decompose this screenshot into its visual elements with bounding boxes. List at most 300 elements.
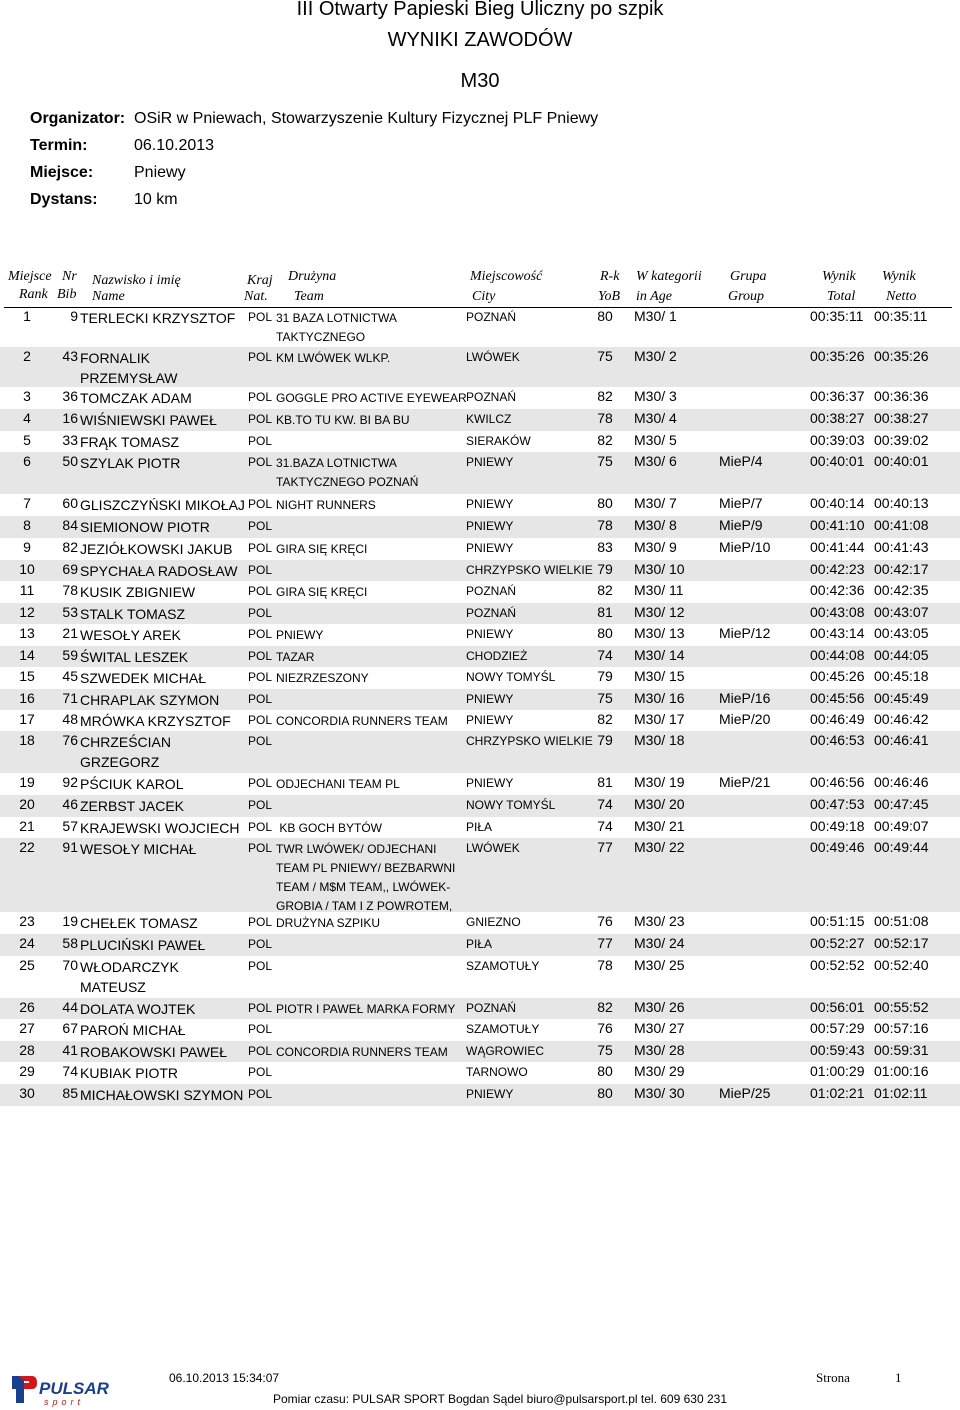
city-cell: LWÓWEK	[466, 350, 520, 364]
table-row	[0, 603, 960, 624]
rank-cell: 11	[19, 582, 35, 598]
netto-time-cell: 00:41:43	[874, 539, 929, 555]
yob-cell: 80	[597, 1085, 613, 1101]
table-header	[0, 268, 960, 308]
nat-cell: POL	[248, 713, 273, 727]
nat-cell: POL	[248, 692, 273, 706]
team-cell: DRUŻYNA SZPIKU	[276, 916, 381, 930]
netto-time-cell: 00:44:05	[874, 647, 929, 663]
meta-value: Pniewy	[134, 164, 186, 181]
header-nat: Kraj	[247, 273, 273, 288]
table-row	[0, 1062, 960, 1084]
team-cell: KB.TO TU KW. BI BA BU	[276, 413, 410, 427]
team-cell: CONCORDIA RUNNERS TEAM	[276, 714, 448, 728]
header-name-en: Name	[92, 289, 125, 304]
bib-cell: 69	[62, 561, 78, 577]
age-category-cell: M30/ 16	[634, 690, 685, 706]
total-time-cell: 00:35:26	[810, 348, 865, 364]
bib-cell: 74	[62, 1063, 78, 1079]
yob-cell: 79	[597, 732, 613, 748]
nat-cell: POL	[248, 584, 273, 598]
total-time-cell: 00:52:52	[810, 957, 865, 973]
nat-cell: POL	[248, 627, 273, 641]
netto-time-cell: 00:52:40	[874, 957, 929, 973]
bib-cell: 16	[62, 410, 78, 426]
city-cell: CHODZIEŻ	[466, 649, 528, 663]
total-time-cell: 00:45:26	[810, 668, 865, 684]
yob-cell: 77	[597, 935, 613, 951]
name-cell: PLUCIŃSKI PAWEŁ	[80, 937, 206, 953]
yob-cell: 75	[597, 348, 613, 364]
header-team: Drużyna	[288, 269, 337, 284]
rank-cell: 21	[19, 818, 35, 834]
yob-cell: 78	[597, 517, 613, 533]
age-category-cell: M30/ 26	[634, 999, 685, 1015]
nat-cell: POL	[248, 841, 273, 855]
group-cell: MieP/20	[719, 711, 771, 727]
netto-time-cell: 00:49:07	[874, 818, 929, 834]
team-cell: NIEZRZESZONY	[276, 671, 369, 685]
city-cell: SZAMOTUŁY	[466, 959, 540, 973]
age-category-cell: M30/ 19	[634, 774, 685, 790]
netto-time-cell: 00:42:35	[874, 582, 929, 598]
table-row	[0, 1084, 960, 1106]
name-cell: CHRZEŚCIAN GRZEGORZ	[80, 734, 172, 770]
rank-cell: 6	[23, 453, 31, 469]
netto-time-cell: 00:51:08	[874, 913, 929, 929]
total-time-cell: 00:45:56	[810, 690, 865, 706]
age-category-cell: M30/ 3	[634, 388, 677, 404]
header-rank: Miejsce	[8, 269, 52, 284]
name-cell: KUSIK ZBIGNIEW	[80, 584, 196, 600]
nat-cell: POL	[248, 798, 273, 812]
table-row	[0, 998, 960, 1019]
header-group: Grupa	[730, 269, 767, 284]
yob-cell: 81	[597, 774, 613, 790]
bib-cell: 67	[62, 1020, 78, 1036]
rank-cell: 1	[23, 308, 31, 324]
bib-cell: 70	[62, 957, 78, 973]
city-cell: NOWY TOMYŚL	[466, 798, 556, 812]
table-row	[0, 667, 960, 689]
bib-cell: 53	[62, 604, 78, 620]
bib-cell: 71	[62, 690, 78, 706]
header-nat-en: Nat.	[244, 289, 268, 304]
table-row	[0, 1041, 960, 1062]
yob-cell: 81	[597, 604, 613, 620]
table-row	[0, 516, 960, 538]
nat-cell: POL	[248, 776, 273, 790]
footer-timestamp: 06.10.2013 15:34:07	[169, 1371, 280, 1385]
netto-time-cell: 01:02:11	[874, 1085, 928, 1101]
bib-cell: 76	[62, 732, 78, 748]
rank-cell: 25	[19, 957, 35, 973]
header-bib: Nr	[62, 269, 77, 284]
rank-cell: 8	[23, 517, 31, 533]
age-category-cell: M30/ 11	[634, 582, 684, 598]
nat-cell: POL	[248, 937, 273, 951]
team-cell: TWR LWÓWEK/ ODJECHANI TEAM PL PNIEWY/ BEZBARWNI TEAM / M$M TEAM,, LWÓWEK- GROBIA / TAM I Z POWROTEM,	[276, 842, 456, 913]
rank-cell: 24	[19, 935, 35, 951]
rank-cell: 5	[23, 432, 31, 448]
team-cell: KB GOCH BYTÓW	[276, 821, 383, 835]
yob-cell: 82	[597, 582, 613, 598]
name-cell: PŚCIUK KAROL	[80, 776, 184, 792]
meta-label: Organizator:	[30, 110, 126, 127]
team-cell: TAZAR	[276, 650, 315, 664]
name-cell: TOMCZAK ADAM	[80, 390, 192, 406]
nat-cell: POL	[248, 310, 273, 324]
total-time-cell: 00:41:10	[810, 517, 865, 533]
total-time-cell: 00:46:53	[810, 732, 865, 748]
age-category-cell: M30/ 13	[634, 625, 685, 641]
age-category-cell: M30/ 14	[634, 647, 685, 663]
yob-cell: 83	[597, 539, 613, 555]
city-cell: PIŁA	[466, 820, 493, 834]
total-time-cell: 00:47:53	[810, 796, 865, 812]
yob-cell: 76	[597, 913, 613, 929]
name-cell: WŁODARCZYK MATEUSZ	[80, 959, 179, 995]
age-category-cell: M30/ 29	[634, 1063, 685, 1079]
group-cell: MieP/10	[719, 539, 771, 555]
netto-time-cell: 00:46:41	[874, 732, 929, 748]
city-cell: LWÓWEK	[466, 841, 520, 855]
table-row	[0, 710, 960, 731]
yob-cell: 80	[597, 625, 613, 641]
yob-cell: 79	[597, 561, 613, 577]
rank-cell: 3	[23, 388, 31, 404]
table-row	[0, 731, 960, 773]
nat-cell: POL	[248, 1087, 273, 1101]
yob-cell: 82	[597, 388, 613, 404]
netto-time-cell: 00:57:16	[874, 1020, 929, 1036]
city-cell: PIŁA	[466, 937, 493, 951]
meta-value: 10 km	[134, 191, 178, 208]
name-cell: ROBAKOWSKI PAWEŁ	[80, 1044, 228, 1060]
age-category-cell: M30/ 21	[634, 818, 685, 834]
age-category-cell: M30/ 2	[634, 348, 677, 364]
netto-time-cell: 00:40:01	[874, 453, 929, 469]
city-cell: GNIEZNO	[466, 915, 521, 929]
nat-cell: POL	[248, 734, 273, 748]
nat-cell: POL	[248, 519, 273, 533]
header-total: Wynik	[822, 269, 856, 284]
total-time-cell: 00:42:36	[810, 582, 865, 598]
netto-time-cell: 00:40:13	[874, 495, 929, 511]
nat-cell: POL	[248, 915, 273, 929]
table-row	[0, 624, 960, 646]
header-total-en: Total	[827, 289, 856, 304]
rank-cell: 23	[19, 913, 35, 929]
city-cell: PNIEWY	[466, 1087, 514, 1101]
bib-cell: 43	[62, 348, 78, 364]
team-cell: CONCORDIA RUNNERS TEAM	[276, 1045, 448, 1059]
age-category-cell: M30/ 24	[634, 935, 685, 951]
yob-cell: 75	[597, 1042, 613, 1058]
age-category-cell: M30/ 25	[634, 957, 685, 973]
yob-cell: 74	[597, 647, 613, 663]
rank-cell: 30	[19, 1085, 35, 1101]
netto-time-cell: 00:52:17	[874, 935, 929, 951]
table-row	[0, 934, 960, 956]
name-cell: MRÓWKA KRZYSZTOF	[80, 713, 231, 729]
name-cell: CHRAPLAK SZYMON	[80, 692, 220, 708]
header-group-en: Group	[728, 289, 765, 304]
name-cell: FORNALIK PRZEMYSŁAW	[80, 350, 178, 386]
age-category-cell: M30/ 30	[634, 1085, 685, 1101]
city-cell: POZNAŃ	[466, 390, 517, 404]
city-cell: PNIEWY	[466, 713, 514, 727]
total-time-cell: 01:02:21	[810, 1085, 865, 1101]
rank-cell: 12	[19, 604, 35, 620]
name-cell: CHEŁEK TOMASZ	[80, 915, 198, 931]
name-cell: WIŚNIEWSKI PAWEŁ	[80, 412, 217, 428]
group-cell: MieP/21	[719, 774, 771, 790]
city-cell: TARNOWO	[466, 1065, 528, 1079]
total-time-cell: 00:57:29	[810, 1020, 865, 1036]
yob-cell: 80	[597, 1063, 613, 1079]
total-time-cell: 00:43:14	[810, 625, 865, 641]
rank-cell: 22	[19, 839, 35, 855]
rank-cell: 16	[19, 690, 35, 706]
name-cell: ŚWITAL LESZEK	[80, 649, 189, 665]
bib-cell: 84	[62, 517, 78, 533]
bib-cell: 41	[62, 1042, 78, 1058]
meta-value: OSiR w Pniewach, Stowarzyszenie Kultury Fizycznej PLF Pniewy	[134, 110, 599, 127]
nat-cell: POL	[248, 670, 273, 684]
name-cell: MICHAŁOWSKI SZYMON	[80, 1087, 244, 1103]
city-cell: PNIEWY	[466, 776, 514, 790]
yob-cell: 74	[597, 796, 613, 812]
bib-cell: 9	[70, 308, 78, 324]
total-time-cell: 00:59:43	[810, 1042, 865, 1058]
netto-time-cell: 00:47:45	[874, 796, 929, 812]
total-time-cell: 00:35:11	[810, 308, 864, 324]
pulsar-sport-logo	[10, 1373, 114, 1407]
table-row	[0, 912, 960, 934]
age-category-cell: M30/ 1	[634, 308, 677, 324]
table-row	[0, 795, 960, 817]
header-team-en: Team	[294, 289, 324, 304]
table-row	[0, 494, 960, 516]
city-cell: PNIEWY	[466, 627, 514, 641]
yob-cell: 82	[597, 432, 613, 448]
age-category-cell: M30/ 6	[634, 453, 677, 469]
rank-cell: 28	[19, 1042, 35, 1058]
bib-cell: 85	[62, 1085, 78, 1101]
age-category-cell: M30/ 7	[634, 495, 677, 511]
city-cell: CHRZYPSKO WIELKIE	[466, 563, 593, 577]
table-row	[0, 538, 960, 560]
nat-cell: POL	[248, 563, 273, 577]
name-cell: SIEMIONOW PIOTR	[80, 519, 210, 535]
table-row	[0, 689, 960, 710]
header-yob-en: YoB	[598, 289, 621, 304]
bib-cell: 60	[62, 495, 78, 511]
group-cell: MieP/12	[719, 625, 771, 641]
netto-time-cell: 00:46:46	[874, 774, 929, 790]
city-cell: PNIEWY	[466, 541, 514, 555]
netto-time-cell: 00:36:36	[874, 388, 929, 404]
rank-cell: 20	[19, 796, 35, 812]
yob-cell: 75	[597, 690, 613, 706]
team-cell: GOGGLE PRO ACTIVE EYEWEAR	[276, 391, 467, 405]
name-cell: FRĄK TOMASZ	[80, 434, 180, 450]
netto-time-cell: 00:49:44	[874, 839, 929, 855]
meta-value: 06.10.2013	[134, 137, 215, 154]
results-heading: WYNIKI ZAWODÓW	[387, 29, 573, 51]
netto-time-cell: 00:38:27	[874, 410, 929, 426]
header-netto-en: Netto	[886, 289, 917, 304]
yob-cell: 80	[597, 308, 613, 324]
rank-cell: 14	[19, 647, 35, 663]
rank-cell: 15	[19, 668, 35, 684]
header-bib-en: Bib	[57, 287, 77, 302]
nat-cell: POL	[248, 455, 273, 469]
nat-cell: POL	[248, 350, 273, 364]
age-category-cell: M30/ 4	[634, 410, 677, 426]
team-cell: GIRA SIĘ KRĘCI	[276, 542, 368, 556]
yob-cell: 78	[597, 957, 613, 973]
rank-cell: 4	[23, 410, 31, 426]
nat-cell: POL	[248, 1065, 273, 1079]
bib-cell: 58	[62, 935, 78, 951]
age-category-cell: M30/ 12	[634, 604, 685, 620]
rank-cell: 26	[19, 999, 35, 1015]
bib-cell: 46	[62, 796, 78, 812]
name-cell: DOLATA WOJTEK	[80, 1001, 196, 1017]
yob-cell: 78	[597, 410, 613, 426]
city-cell: PNIEWY	[466, 519, 514, 533]
age-category-cell: M30/ 9	[634, 539, 677, 555]
total-time-cell: 01:00:29	[810, 1063, 865, 1079]
age-category-cell: M30/ 8	[634, 517, 677, 533]
meta-label: Dystans:	[30, 191, 98, 208]
total-time-cell: 00:40:14	[810, 495, 865, 511]
yob-cell: 76	[597, 1020, 613, 1036]
footer-credit: Pomiar czasu: PULSAR SPORT Bogdan Sądel biuro@pulsarsport.pl tel. 609 630 231	[273, 1392, 727, 1406]
logo-subtext: sport	[44, 1397, 85, 1407]
nat-cell: POL	[248, 1044, 273, 1058]
bib-cell: 21	[62, 625, 78, 641]
name-cell: SPYCHAŁA RADOSŁAW	[80, 563, 238, 579]
age-category-cell: M30/ 5	[634, 432, 677, 448]
team-cell: ODJECHANI TEAM PL	[276, 777, 400, 791]
total-time-cell: 00:49:18	[810, 818, 865, 834]
group-cell: MieP/25	[719, 1085, 771, 1101]
name-cell: STALK TOMASZ	[80, 606, 186, 622]
nat-cell: POL	[248, 497, 273, 511]
city-cell: POZNAŃ	[466, 606, 517, 620]
header-netto: Wynik	[882, 269, 916, 284]
yob-cell: 79	[597, 668, 613, 684]
total-time-cell: 00:44:08	[810, 647, 865, 663]
city-cell: POZNAŃ	[466, 310, 517, 324]
nat-cell: POL	[248, 541, 273, 555]
nat-cell: POL	[248, 820, 273, 834]
table-row	[0, 646, 960, 667]
city-cell: SIERAKÓW	[466, 434, 531, 448]
logo-text: PULSAR	[39, 1379, 109, 1398]
name-cell: SZYLAK PIOTR	[80, 455, 181, 471]
meta-label: Termin:	[30, 137, 88, 154]
age-category-cell: M30/ 17	[634, 711, 685, 727]
yob-cell: 80	[597, 495, 613, 511]
total-time-cell: 00:43:08	[810, 604, 865, 620]
header-cat-en: in Age	[636, 289, 672, 304]
name-cell: KUBIAK PIOTR	[80, 1065, 179, 1081]
netto-time-cell: 01:00:16	[874, 1063, 929, 1079]
nat-cell: POL	[248, 434, 273, 448]
table-row	[0, 452, 960, 494]
table-row	[0, 817, 960, 838]
age-category-cell: M30/ 20	[634, 796, 685, 812]
nat-cell: POL	[248, 390, 273, 404]
table-row	[0, 347, 960, 387]
footer-page-number: 1	[895, 1370, 902, 1385]
bib-cell: 36	[62, 388, 78, 404]
total-time-cell: 00:46:56	[810, 774, 865, 790]
header-city: Miejscowość	[470, 269, 543, 284]
bib-cell: 92	[62, 774, 78, 790]
yob-cell: 82	[597, 999, 613, 1015]
netto-time-cell: 00:43:05	[874, 625, 929, 641]
yob-cell: 75	[597, 453, 613, 469]
city-cell: POZNAŃ	[466, 584, 517, 598]
name-cell: WESOŁY AREK	[80, 627, 181, 643]
group-cell: MieP/16	[719, 690, 771, 706]
table-row	[0, 838, 960, 912]
group-cell: MieP/7	[719, 495, 763, 511]
netto-time-cell: 00:35:11	[874, 308, 928, 324]
age-category-cell: M30/ 27	[634, 1020, 685, 1036]
rank-cell: 10	[19, 561, 35, 577]
age-category-cell: M30/ 10	[634, 561, 685, 577]
total-time-cell: 00:36:37	[810, 388, 865, 404]
netto-time-cell: 00:41:08	[874, 517, 929, 533]
header-name: Nazwisko i imię	[92, 273, 181, 288]
name-cell: TERLECKI KRZYSZTOF	[80, 310, 236, 326]
name-cell: GLISZCZYŃSKI MIKOŁAJ	[80, 497, 245, 513]
table-row	[0, 431, 960, 452]
total-time-cell: 00:39:03	[810, 432, 865, 448]
rank-cell: 18	[19, 732, 35, 748]
table-row	[0, 387, 960, 409]
total-time-cell: 00:38:27	[810, 410, 865, 426]
team-cell: 31.BAZA LOTNICTWA TAKTYCZNEGO POZNAŃ	[276, 456, 419, 489]
netto-time-cell: 00:45:49	[874, 690, 929, 706]
age-category-cell: M30/ 22	[634, 839, 685, 855]
group-cell: MieP/9	[719, 517, 763, 533]
table-row	[0, 773, 960, 795]
rank-cell: 17	[19, 711, 35, 727]
header-city-en: City	[472, 289, 496, 304]
rank-cell: 27	[19, 1020, 35, 1036]
name-cell: WESOŁY MICHAŁ	[80, 841, 197, 857]
bib-cell: 57	[62, 818, 78, 834]
header-cat: W kategorii	[636, 269, 702, 284]
team-cell: KM LWÓWEK WLKP.	[276, 351, 391, 365]
table-row	[0, 560, 960, 581]
name-cell: KRAJEWSKI WOJCIECH	[80, 820, 240, 836]
footer-page-label: Strona	[816, 1370, 850, 1385]
bib-cell: 91	[62, 839, 78, 855]
header-rank-en: Rank	[19, 287, 48, 302]
bib-cell: 59	[62, 647, 78, 663]
rank-cell: 13	[19, 625, 35, 641]
table-row	[0, 956, 960, 998]
nat-cell: POL	[248, 959, 273, 973]
